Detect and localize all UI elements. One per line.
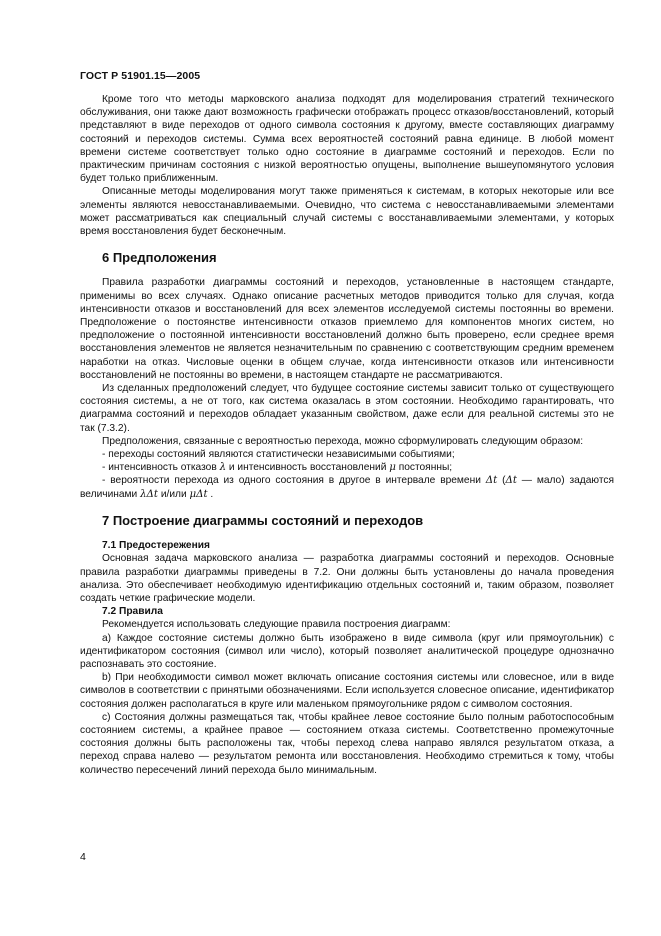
subsection-7-2-heading: 7.2 Правила bbox=[102, 606, 163, 618]
rule-b: b) При необходимости символ может включать описание состояния системы или словесное, или в виде символов в соответствии с принятыми обозначениями. Если используется словесное описание, идентификатор состояния должен располагаться в круге или маленьком прямоугольнике рядом с символом состояния. bbox=[80, 672, 614, 710]
document-header: ГОСТ Р 51901.15—2005 bbox=[80, 70, 201, 82]
assumption-item-2 bbox=[80, 461, 614, 474]
intro-paragraph-1: Кроме того что методы марковского анализа подходят для моделирования стратегий технического обслуживания, они также дают возможность графически отображать процесс отказов/восстановлений, который представляют в виде переходов от одного символа состояния к другому, вместе составляющих диаграмму состояний и переходов системы. Сумма всех вероятностей состояний равна единице. В любой момент времени системе соответствует только одно состояние в диаграмме состояний и переходов. Если по практическим причинам состояния с низкой вероятностью опущены, выполнение вышеупомянутого условия будет только приближенным. bbox=[80, 94, 614, 185]
mu-symbol: μ bbox=[389, 462, 396, 474]
subsection-7-1-heading: 7.1 Предостережения bbox=[102, 540, 210, 552]
section-6-paragraph-1: Правила разработки диаграммы состояний и переходов, установленные в настоящем стандарте, применимы во всех случаях. Однако описание расчетных методов приводится только для случая, когда интенсивности отказов и восстановлений для всех элементов исследуемой системы постоянны во времени. Предположение о постоянстве интенсивности отказов приемлемо для компонентов многих систем, но предположение о постоянной интенсивности восстановлений должно быть проверено, если среднее время восстановления элементов не является незначительным по сравнению с соответствующим средним временем наработки на отказ. Числовые оценки в общем случае, когда интенсивности отказов или интенсивности восстановлений не постоянны во времени, в настоящем стандарте не рассматриваются. bbox=[80, 277, 614, 381]
lambda-symbol: λ bbox=[219, 462, 227, 474]
assumption-item-3 bbox=[80, 474, 614, 500]
section-6-paragraph-2: Из сделанных предположений следует, что будущее состояние системы зависит только от существующего состояния системы, а не от того, как система оказалась в этом состоянии. Необходимо гарантировать, что диаграмма состояний и переходов обладает указанным свойством, даже если для реальной системы это не так (7.3.2). bbox=[80, 383, 614, 434]
mu-delta-t: μΔt bbox=[189, 488, 208, 500]
section-7-heading: 7 Построение диаграммы состояний и переходов bbox=[102, 512, 424, 528]
assumption-3-text-c: — мало) задаются величинами bbox=[80, 475, 614, 500]
assumption-3-text-b: ( bbox=[497, 475, 506, 487]
assumption-item-1: - переходы состояний являются статистически независимыми событиями; bbox=[102, 449, 455, 461]
section-6-paragraph-3: Предположения, связанные с вероятностью перехода, можно сформулировать следующим образом: bbox=[102, 435, 584, 447]
delta-t-symbol-2: Δt bbox=[505, 475, 517, 487]
delta-t-symbol: Δt bbox=[485, 475, 498, 487]
page-number: 4 bbox=[80, 851, 86, 863]
section-6-heading: 6 Предположения bbox=[102, 250, 217, 266]
lambda-delta-t: λΔt bbox=[140, 488, 158, 500]
assumption-2-text-c: постоянны; bbox=[395, 462, 453, 474]
rule-a: a) Каждое состояние системы должно быть изображено в виде символа (круг или прямоугольник) с идентификатором состояния (символ или число), который позволяет аналитической процедуре однозначно распознавать это состояние. bbox=[80, 632, 614, 670]
rule-c: c) Состояния должны размещаться так, чтобы крайнее левое состояние было полным работоспособным состоянием системы, а крайнее правое — состоянием отказа системы. Соответственно промежуточные состояния должны быть расположены так, чтобы переход слева направо являлся результатом отказа, а переход справа налево — результатом ремонта или восстановления. Необходимо стремиться к тому, чтобы количество пересечений линий перехода было минимальным. bbox=[80, 711, 614, 776]
subsection-7-1-text: Основная задача марковского анализа — разработка диаграммы состояний и переходов. Основные правила разработки диаграммы приведены в 7.2. Они должны быть установлены до начала проведения анализа. Это обеспечивает необходимую идентификацию отдельных состояний и, таким образом, позволяет создать четкие графические модели. bbox=[80, 553, 614, 604]
assumption-2-text-a: - интенсивность отказов bbox=[102, 462, 220, 474]
assumption-2-text-b: и интенсивность восстановлений bbox=[226, 462, 390, 474]
assumption-3-text-e: . bbox=[207, 488, 214, 500]
subsection-7-2-intro: Рекомендуется использовать следующие правила построения диаграмм: bbox=[102, 619, 451, 631]
document-body bbox=[80, 93, 614, 777]
assumption-3-text-a: - вероятности перехода из одного состояния в другое в интервале времени bbox=[102, 475, 486, 487]
intro-paragraph-2: Описанные методы моделирования могут также применяться к системам, в которых некоторые или все элементы являются невосстанавливаемыми. Очевидно, что система с невосстанавливаемыми элементами может рассматриваться как специальный случай системы с восстанавливаемыми элементами, у которых время восстановления будет бесконечным. bbox=[80, 186, 614, 238]
assumption-3-text-d: и/или bbox=[158, 488, 190, 500]
